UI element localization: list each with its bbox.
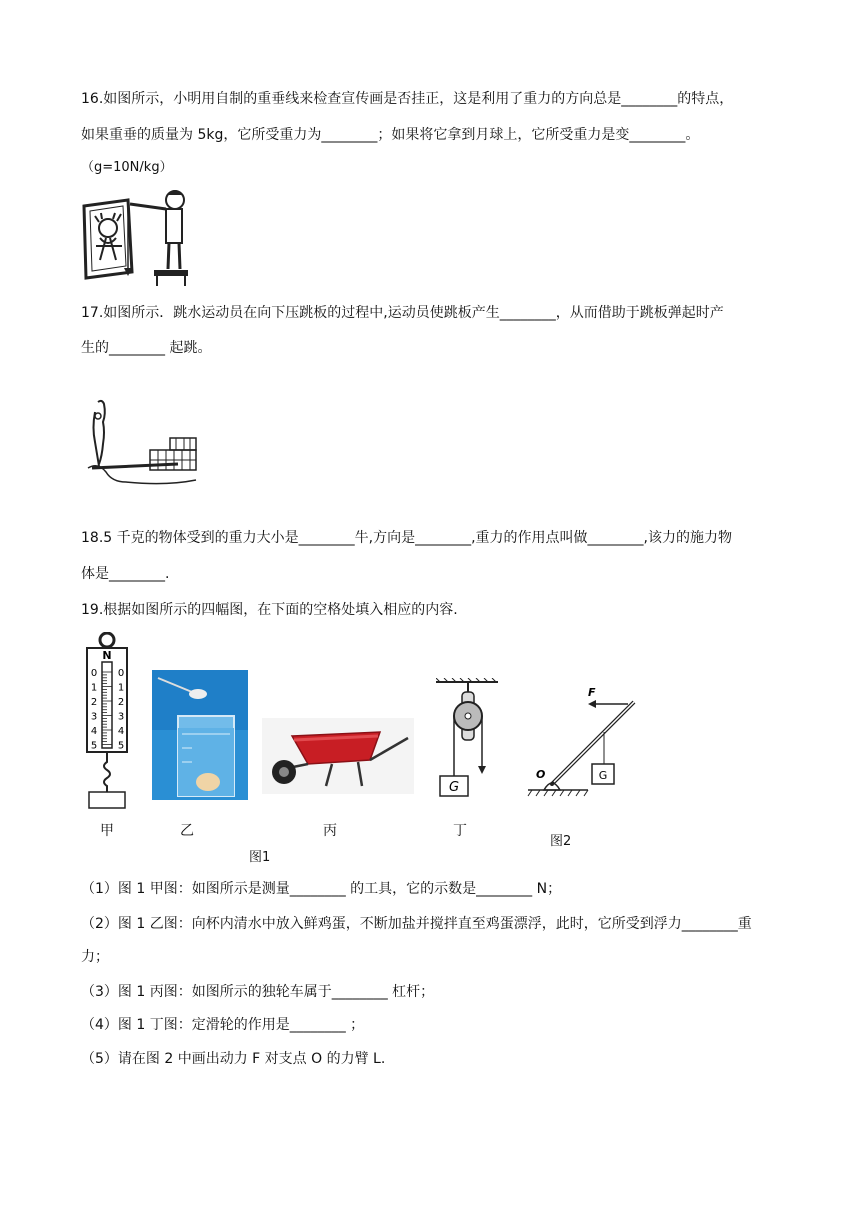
caption-bing: 丙 [323, 823, 337, 839]
caption-yi: 乙 [180, 823, 194, 839]
q19-intro: 19.根据如图所示的四幅图，在下面的空格处填入相应的内容. [81, 602, 458, 618]
q16-line3: （g=10N/kg） [81, 160, 173, 175]
scale-number-right-0: 0 [117, 668, 125, 679]
lever-weight-label: G [598, 769, 608, 782]
q16-plumb-line-figure [82, 186, 192, 292]
scale-number-left-2: 2 [90, 697, 98, 708]
spring-scale-figure [84, 632, 134, 812]
q19-sub5: （5）请在图 2 中画出动力 F 对支点 O 的力臂 L. [81, 1051, 386, 1067]
caption-ding: 丁 [453, 823, 467, 839]
pulley-weight-label: G [448, 780, 460, 795]
q19-sub3: （3）图 1 丙图：如图所示的独轮车属于________ 杠杆； [81, 984, 435, 1000]
q17-line2: 生的________ 起跳。 [81, 340, 212, 356]
lever-force-label: F [588, 686, 596, 699]
scale-number-right-5: 5 [117, 740, 125, 752]
q19-sub1: （1）图 1 甲图：如图所示是测量________ 的工具，它的示数是________ N； [81, 881, 562, 897]
scale-number-right-1: 1 [117, 682, 125, 694]
scale-number-right-4: 4 [117, 726, 125, 737]
lever-figure [524, 684, 640, 800]
scale-number-left-3: 3 [90, 711, 98, 723]
caption-fig2: 图2 [550, 834, 572, 849]
scale-number-left-1: 1 [90, 682, 98, 694]
scale-number-right-3: 3 [117, 711, 125, 723]
q19-sub4: （4）图 1 丁图：定滑轮的作用是________ ； [81, 1017, 365, 1033]
q17-diving-board-figure [86, 398, 204, 490]
q17-line1: 17.如图所示．跳水运动员在向下压跳板的过程中,运动员使跳板产生________，从而借助于跳板弹起时产 [81, 305, 724, 321]
caption-fig1: 图1 [249, 850, 271, 865]
scale-number-right-2: 2 [117, 697, 125, 708]
caption-jia: 甲 [100, 823, 114, 839]
q19-sub2-line1: （2）图 1 乙图：向杯内清水中放入鲜鸡蛋，不断加盐并搅拌直至鸡蛋漂浮，此时，它所受到浮力________重 [81, 916, 752, 932]
scale-number-left-4: 4 [90, 726, 98, 737]
q16-line1: 16.如图所示，小明用自制的重垂线来检查宣传画是否挂正，这是利用了重力的方向总是________的特点， [81, 91, 734, 107]
q18-line1: 18.5 千克的物体受到的重力大小是________牛,方向是________,重力的作用点叫做________,该力的施力物 [81, 530, 732, 546]
fixed-pulley-figure [436, 678, 500, 800]
scale-number-left-0: 0 [90, 668, 98, 679]
lever-pivot-label: O [536, 768, 546, 781]
beaker-egg-photo [152, 670, 248, 800]
q18-line2: 体是________. [81, 566, 170, 582]
q19-sub2-line2: 力； [81, 949, 109, 965]
q16-line2: 如果重垂的质量为 5kg，它所受重力为________；如果将它拿到月球上，它所受重力是变________。 [81, 127, 700, 143]
scale-number-left-5: 5 [90, 740, 98, 752]
scale-unit-label: N [102, 649, 112, 662]
wheelbarrow-photo [262, 718, 414, 794]
